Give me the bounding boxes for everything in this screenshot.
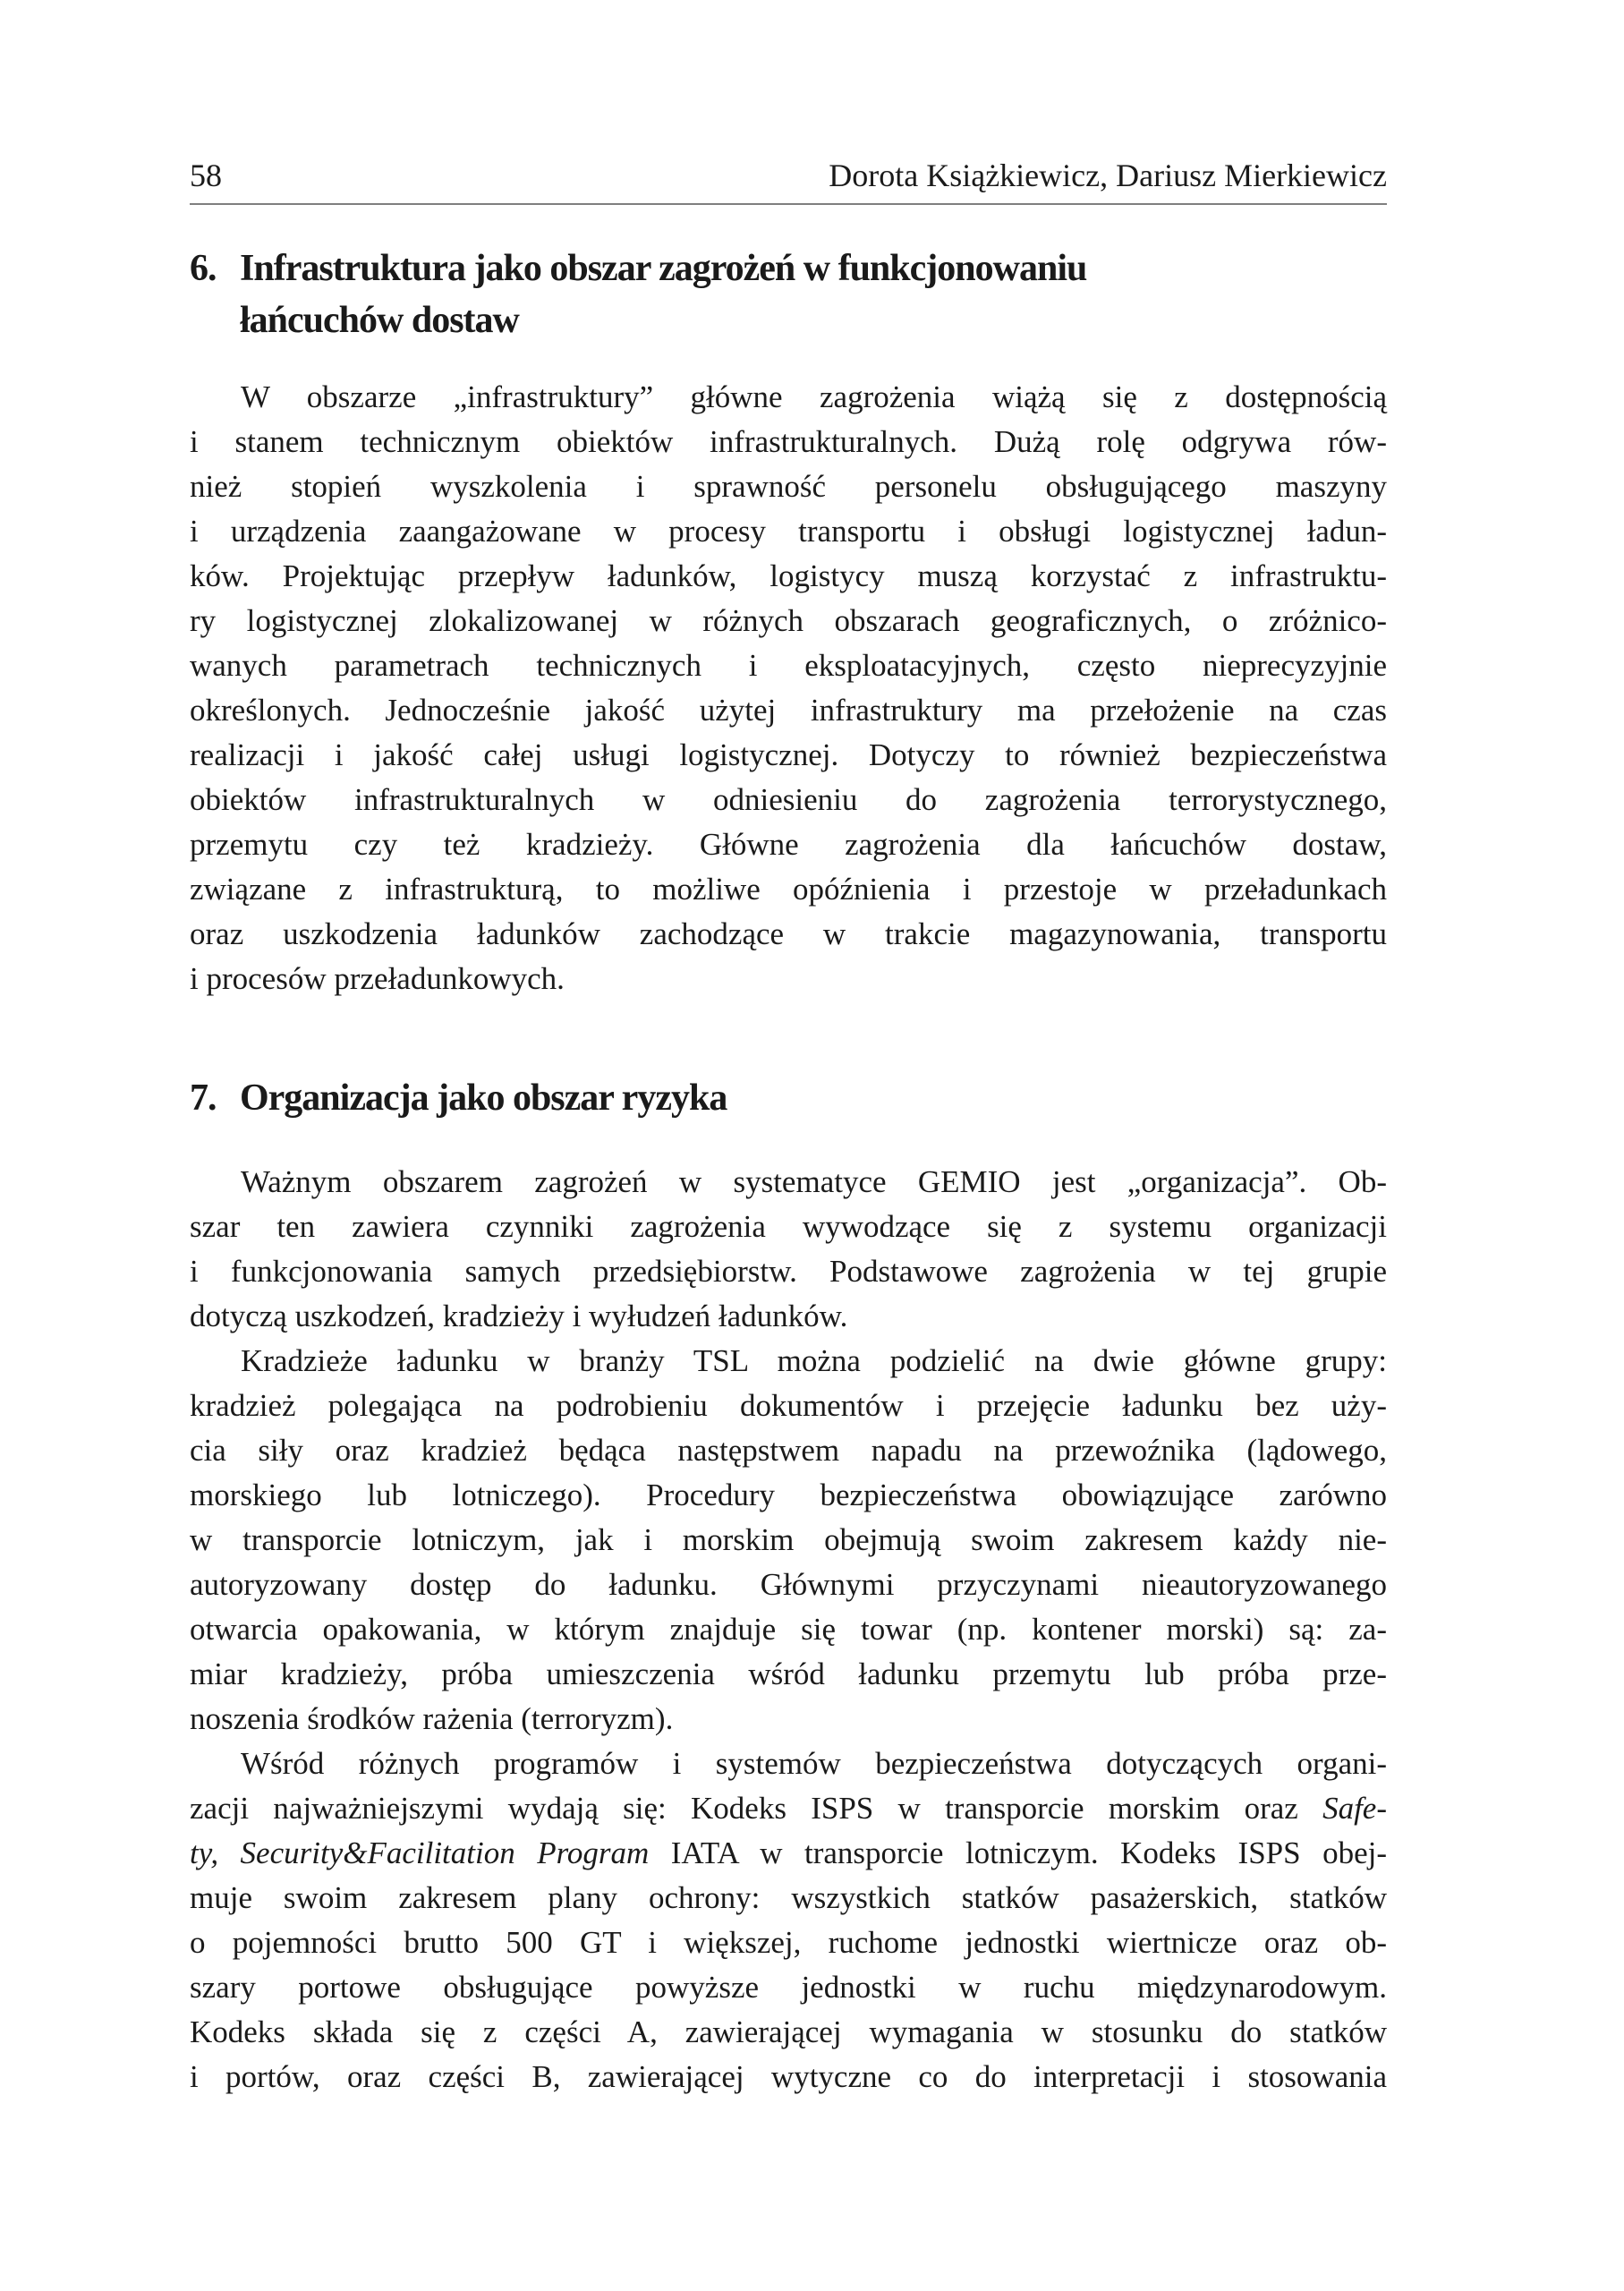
page-content bbox=[190, 0, 1387, 2099]
header-divider bbox=[190, 203, 1387, 205]
text-line bbox=[190, 2055, 1387, 2099]
text-run: autoryzowany dostęp do ładunku. Głównymi przyczynami nieautoryzowanego bbox=[190, 1567, 1387, 1602]
section-6-title bbox=[240, 243, 1387, 346]
text-run: kradzież polegająca na podrobieniu dokumentów i przejęcie ładunku bez uży- bbox=[190, 1388, 1387, 1423]
text-run: realizacji i jakość całej usługi logistycznej. Dotyczy to również bezpieczeństwa bbox=[190, 737, 1387, 772]
text-line bbox=[190, 1831, 1387, 1876]
text-line bbox=[190, 1742, 1387, 1786]
text-run: i procesów przeładunkowych. bbox=[190, 961, 565, 996]
section-6-heading bbox=[190, 243, 1387, 346]
text-run: IATA w transporcie lotniczym. Kodeks ISPS obej- bbox=[649, 1835, 1387, 1870]
running-header bbox=[190, 159, 1387, 192]
text-line bbox=[190, 1205, 1387, 1249]
section-7-title bbox=[240, 1072, 1387, 1124]
text-line bbox=[190, 375, 1387, 420]
text-line bbox=[190, 1786, 1387, 1831]
text-line bbox=[190, 1249, 1387, 1294]
text-run: dotyczą uszkodzeń, kradzieży i wyłudzeń ładunków. bbox=[190, 1299, 848, 1333]
text-line bbox=[190, 1697, 1387, 1742]
section-7-heading bbox=[190, 1072, 1387, 1124]
text-line bbox=[190, 688, 1387, 733]
section-6-number: 6. bbox=[190, 248, 217, 289]
text-run: wanych parametrach technicznych i eksploatacyjnych, często nieprecyzyjnie bbox=[190, 648, 1387, 683]
text-run: przemytu czy też kradzieży. Główne zagrożenia dla łańcuchów dostaw, bbox=[190, 827, 1387, 862]
text-line bbox=[190, 1965, 1387, 2010]
text-line bbox=[190, 1160, 1387, 1205]
text-line bbox=[190, 2010, 1387, 2055]
paragraph-kradzieze bbox=[190, 1339, 1387, 1742]
text-run: określonych. Jednocześnie jakość użytej infrastruktury ma przełożenie na czas bbox=[190, 693, 1387, 728]
text-run: w transporcie lotniczym, jak i morskim obejmują swoim zakresem każdy nie- bbox=[190, 1522, 1387, 1557]
text-line bbox=[190, 778, 1387, 822]
text-run: ków. Projektując przepływ ładunków, logistycy muszą korzystać z infrastruktu- bbox=[190, 558, 1387, 593]
text-run: Kodeks składa się z części A, zawierającej wymagania w stosunku do statków bbox=[190, 2014, 1387, 2049]
text-line bbox=[190, 1294, 1387, 1339]
text-run: o pojemności brutto 500 GT i większej, ruchome jednostki wiertnicze oraz ob- bbox=[190, 1925, 1387, 1960]
text-line bbox=[190, 1652, 1387, 1697]
text-run: szary portowe obsługujące powyższe jednostki w ruchu międzynarodowym. bbox=[190, 1970, 1387, 2005]
text-run: i funkcjonowania samych przedsiębiorstw. Podstawowe zagrożenia w tej grupie bbox=[190, 1254, 1387, 1289]
text-run: morskiego lub lotniczego). Procedury bezpieczeństwa obowiązujące zarówno bbox=[190, 1478, 1387, 1512]
text-line bbox=[190, 509, 1387, 554]
italic-text-run: Safe- bbox=[1322, 1791, 1387, 1826]
page-number: 58 bbox=[190, 158, 222, 193]
text-line bbox=[240, 243, 1387, 294]
text-run: W obszarze „infrastruktury” główne zagrożenia wiążą się z dostępnością bbox=[241, 379, 1387, 414]
text-line bbox=[190, 1428, 1387, 1473]
text-line bbox=[190, 643, 1387, 688]
paragraph-programy bbox=[190, 1742, 1387, 2099]
text-run: łańcuchów dostaw bbox=[240, 300, 519, 341]
paragraph-organizacja-intro bbox=[190, 1160, 1387, 1339]
text-run: obiektów infrastrukturalnych w odniesieniu do zagrożenia terrorystycznego, bbox=[190, 782, 1387, 817]
text-run: i portów, oraz części B, zawierającej wytyczne co do interpretacji i stosowania bbox=[190, 2059, 1387, 2094]
running-head-authors: Dorota Książkiewicz, Dariusz Mierkiewicz bbox=[829, 158, 1387, 193]
text-run: związane z infrastrukturą, to możliwe opóźnienia i przestoje w przeładunkach bbox=[190, 872, 1387, 907]
text-line bbox=[190, 867, 1387, 912]
text-line bbox=[190, 599, 1387, 643]
text-line bbox=[190, 822, 1387, 867]
text-line bbox=[190, 554, 1387, 599]
text-line bbox=[190, 1384, 1387, 1428]
text-line bbox=[190, 1876, 1387, 1921]
text-line bbox=[190, 420, 1387, 464]
text-line bbox=[190, 1473, 1387, 1518]
text-run: cia siły oraz kradzież będąca następstwem napadu na przewoźnika (lądowego, bbox=[190, 1433, 1387, 1468]
text-run: noszenia środków rażenia (terroryzm). bbox=[190, 1701, 674, 1736]
paragraph-infrastruktura bbox=[190, 375, 1387, 1001]
text-run: i stanem technicznym obiektów infrastrukturalnych. Dużą rolę odgrywa rów- bbox=[190, 424, 1387, 459]
text-run: zacji najważniejszymi wydają się: Kodeks ISPS w transporcie morskim oraz bbox=[190, 1791, 1323, 1826]
text-line bbox=[190, 957, 1387, 1001]
text-line bbox=[190, 1921, 1387, 1965]
text-run: szar ten zawiera czynniki zagrożenia wywodzące się z systemu organizacji bbox=[190, 1209, 1387, 1244]
text-run: i urządzenia zaangażowane w procesy transportu i obsługi logistycznej ładun- bbox=[190, 514, 1387, 549]
text-line bbox=[190, 1339, 1387, 1384]
text-line bbox=[190, 912, 1387, 957]
text-run: muje swoim zakresem plany ochrony: wszystkich statków pasażerskich, statków bbox=[190, 1880, 1387, 1915]
text-run: oraz uszkodzenia ładunków zachodzące w trakcie magazynowania, transportu bbox=[190, 916, 1387, 951]
text-run: Infrastruktura jako obszar zagrożeń w funkcjonowaniu bbox=[240, 248, 1087, 289]
text-line bbox=[240, 294, 1387, 346]
text-line bbox=[240, 1072, 1387, 1124]
text-line bbox=[190, 733, 1387, 778]
text-line bbox=[190, 1607, 1387, 1652]
text-run: nież stopień wyszkolenia i sprawność personelu obsługującego maszyny bbox=[190, 469, 1387, 504]
text-run: ry logistycznej zlokalizowanej w różnych obszarach geograficznych, o zróżnico- bbox=[190, 603, 1387, 638]
text-run: otwarcia opakowania, w którym znajduje się towar (np. kontener morski) są: za- bbox=[190, 1612, 1387, 1647]
text-run: Kradzieże ładunku w branży TSL można podzielić na dwie główne grupy: bbox=[241, 1343, 1387, 1378]
text-line bbox=[190, 1563, 1387, 1607]
section-7-number: 7. bbox=[190, 1077, 217, 1119]
text-run: miar kradzieży, próba umieszczenia wśród ładunku przemytu lub próba prze- bbox=[190, 1657, 1387, 1691]
text-line bbox=[190, 464, 1387, 509]
text-run: Ważnym obszarem zagrożeń w systematyce GEMIO jest „organizacja”. Ob- bbox=[241, 1164, 1387, 1199]
text-run: Wśród różnych programów i systemów bezpieczeństwa dotyczących organi- bbox=[241, 1746, 1387, 1781]
text-run: Organizacja jako obszar ryzyka bbox=[240, 1077, 727, 1119]
text-line bbox=[190, 1518, 1387, 1563]
italic-text-run: ty, Security&Facilitation Program bbox=[190, 1835, 650, 1870]
